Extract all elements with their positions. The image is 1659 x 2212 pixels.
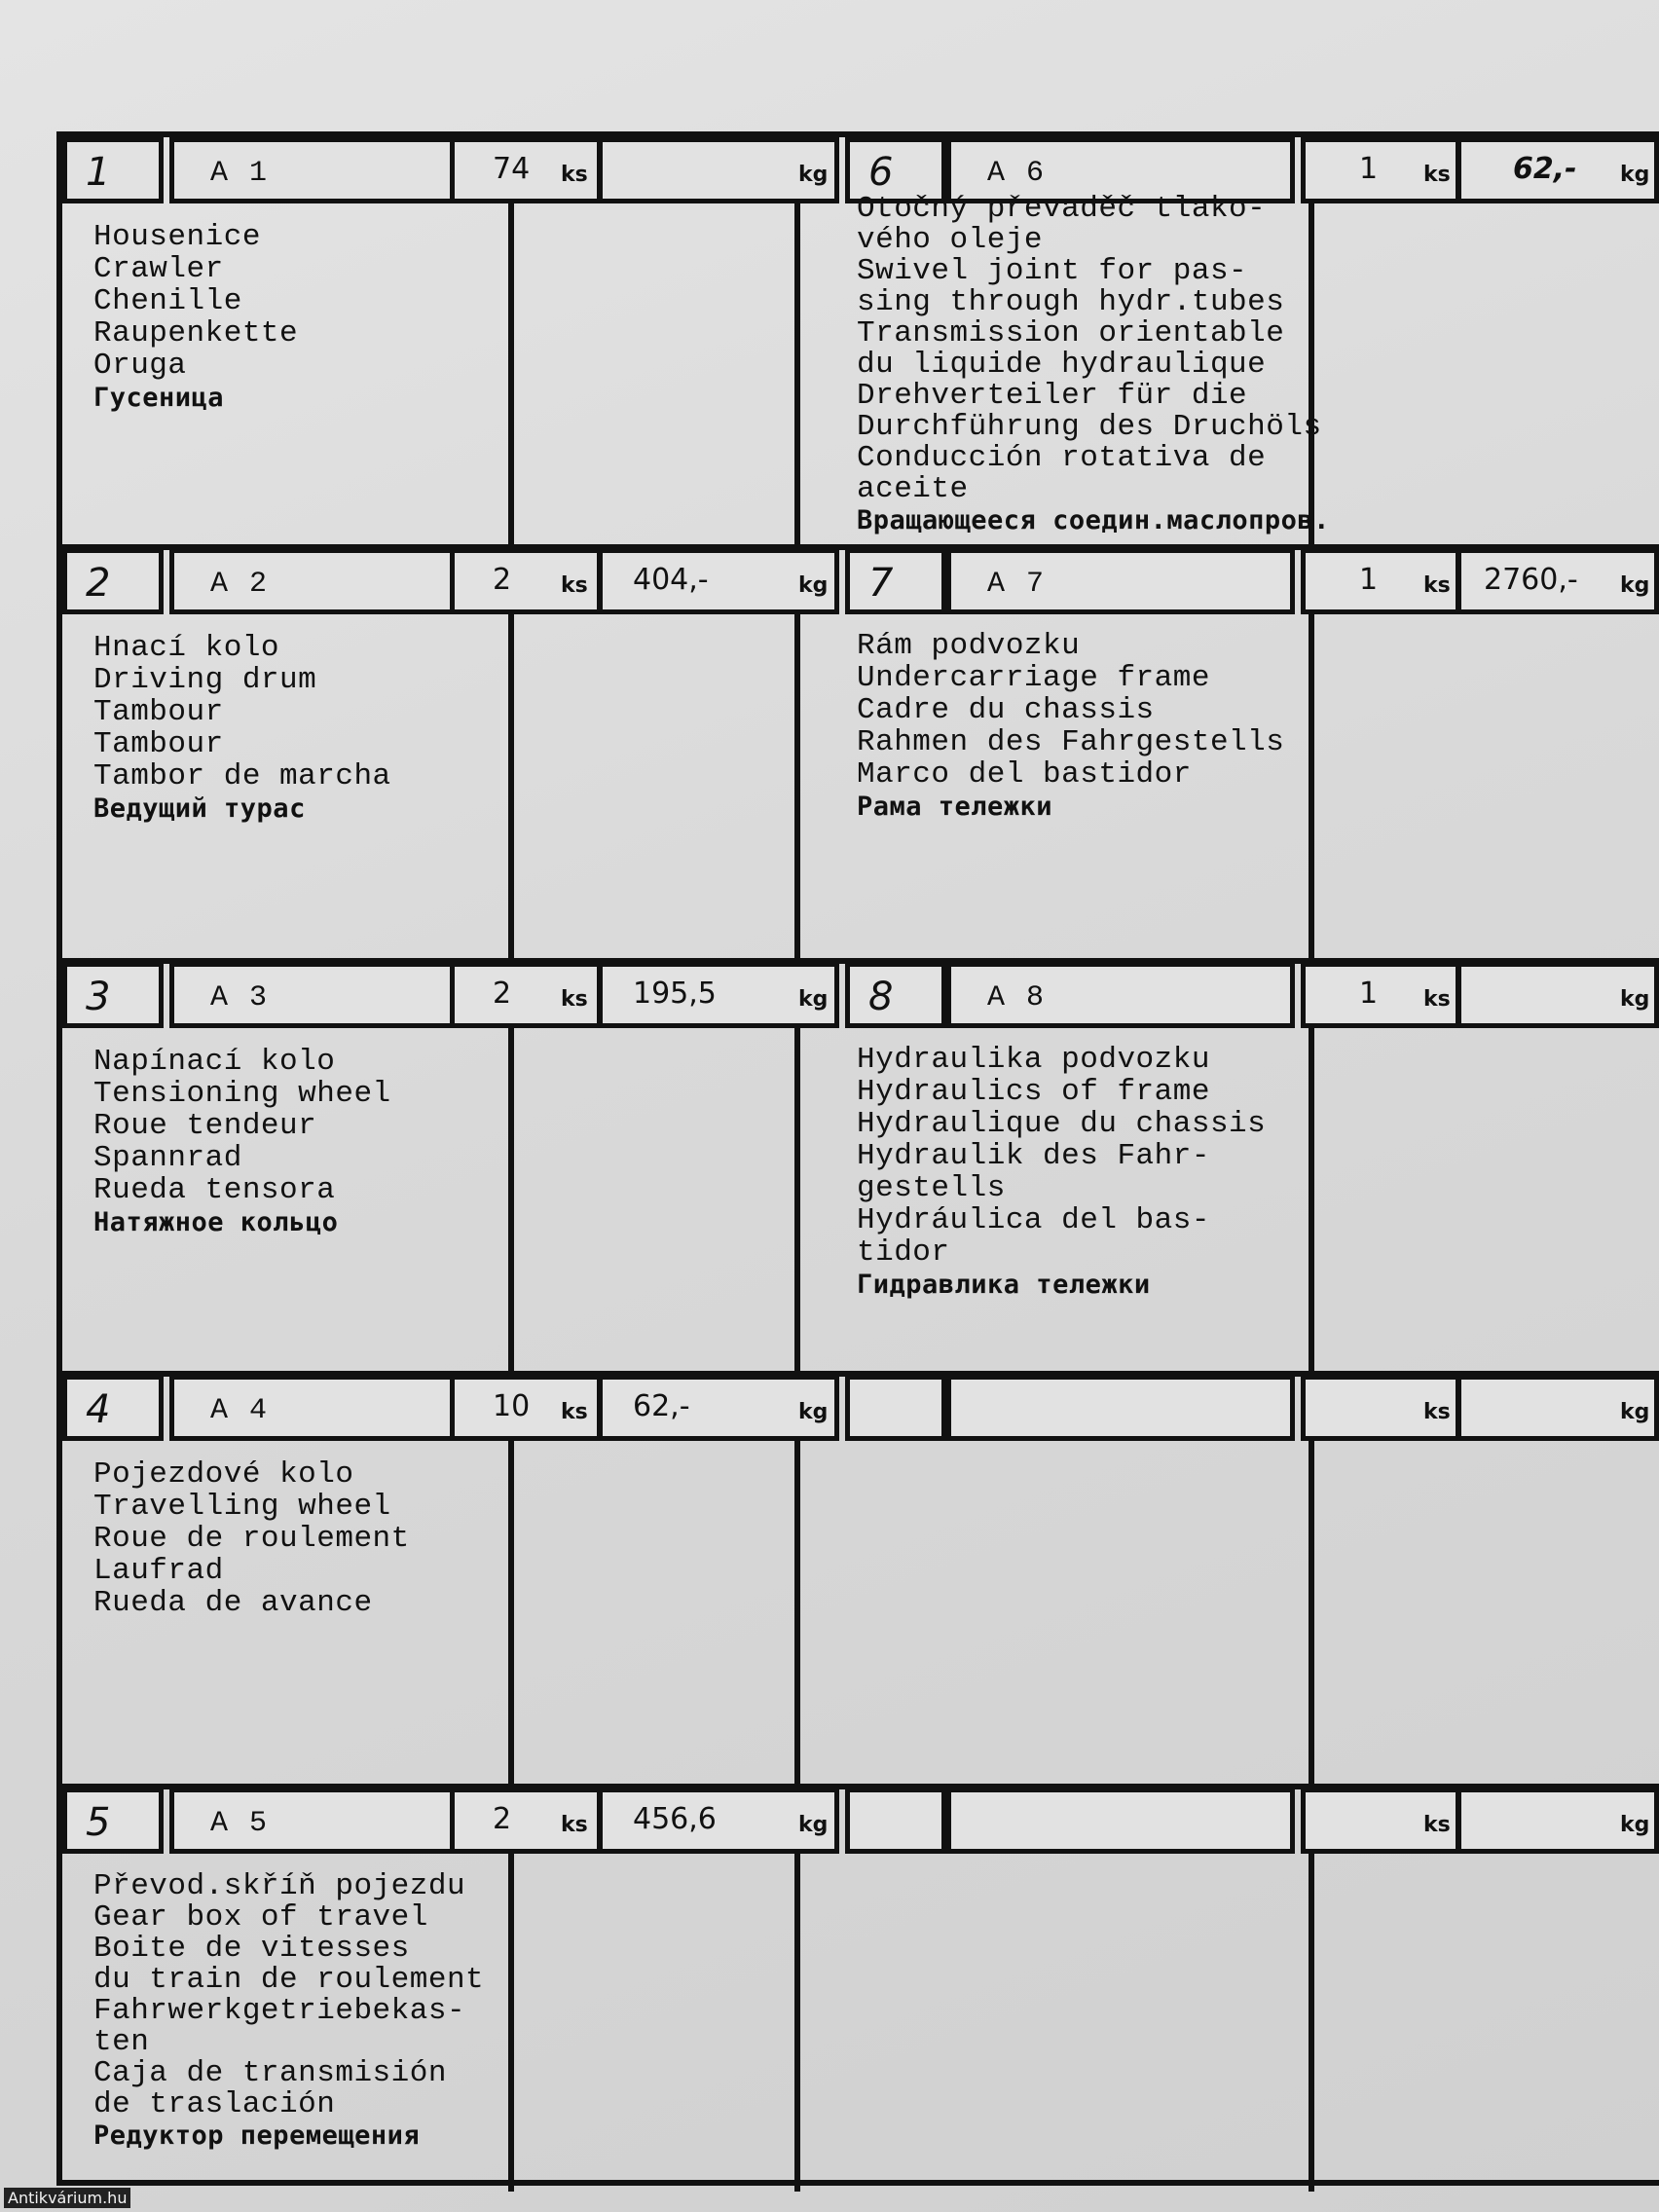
watermark: Antikvárium.hu [4, 2188, 130, 2208]
cell-6-description-line: aceite [857, 472, 969, 506]
grid-vline [508, 137, 514, 2192]
cell-3-quantity: 2 [493, 977, 512, 1011]
cell-1-number: 1 [86, 150, 111, 195]
cell-4-weight: 62,- [633, 1389, 690, 1423]
cell-2-code: A 2 [210, 568, 270, 601]
cell-4-description-line: Laufrad [93, 1554, 224, 1588]
cell-5-description-line: Převod.skříň pojezdu [93, 1869, 466, 1903]
cell-8-code: A 8 [987, 981, 1047, 1014]
cell-8-description-russian: Гидравлика тележки [857, 1270, 1151, 1300]
cell-8-description-line: Hydraulik des Fahr- [857, 1139, 1210, 1173]
cell-5-description-line: Fahrwerkgetriebekas- [93, 1994, 466, 2028]
cell-4-code: A 4 [210, 1394, 270, 1427]
cell-10-quantity-unit: ks [1423, 1813, 1451, 1837]
cell-2-weight: 404,- [633, 563, 709, 597]
cell-4-weight-unit: kg [798, 1400, 829, 1424]
cell-6-quantity: 1 [1359, 152, 1379, 186]
cell-6-description [857, 194, 1330, 536]
cell-5-description-line: ten [93, 2025, 150, 2059]
cell-7-description [857, 630, 1284, 823]
cell-6-description-line: du liquide hydraulique [857, 348, 1267, 382]
cell-6-number: 6 [868, 150, 894, 195]
cell-6-description-line: Durchführung des Druchöls [857, 410, 1322, 444]
cell-7-weight-unit: kg [1620, 573, 1650, 598]
cell-5-quantity-unit: ks [561, 1813, 588, 1837]
cell-7-code: A 7 [987, 568, 1047, 601]
cell-8-description [857, 1044, 1266, 1301]
cell-5-description-russian: Редуктор перемещения [93, 2120, 421, 2151]
cell-4-description [93, 1458, 410, 1619]
cell-5-description-line: Caja de transmisión [93, 2056, 447, 2090]
cell-5-description-line: Boite de vitesses [93, 1932, 410, 1966]
cell-7-number: 7 [868, 561, 894, 606]
cell-2-description-russian: Ведущий турас [93, 793, 306, 824]
cell-5-number-box [62, 1788, 164, 1854]
cell-2-description-line: Driving drum [93, 663, 317, 697]
cell-4-number-box [62, 1375, 164, 1441]
cell-3-description-line: Roue tendeur [93, 1109, 317, 1143]
cell-1-quantity-unit: ks [561, 163, 588, 187]
cell-6-description-line: Otočný převaděč tlako- [857, 192, 1267, 226]
cell-3-description-line: Napínací kolo [93, 1045, 336, 1079]
cell-2-description-line: Hnací kolo [93, 631, 280, 665]
cell-5-description-line: Gear box of travel [93, 1900, 428, 1935]
cell-4-description-line: Pojezdové kolo [93, 1457, 354, 1492]
cell-4-description-line: Travelling wheel [93, 1490, 391, 1524]
cell-5-description-line: du train de roulement [93, 1963, 485, 1997]
cell-7-quantity: 1 [1359, 563, 1379, 597]
cell-3-code: A 3 [210, 981, 270, 1014]
cell-7-description-line: Rahmen des Fahrgestells [857, 725, 1285, 759]
cell-2-description-line: Tambour [93, 695, 224, 729]
cell-6-description-russian: Вращающееся соедин.маслопров. [857, 505, 1330, 535]
cell-7-description-line: Undercarriage frame [857, 661, 1210, 695]
cell-1-weight-unit: kg [798, 163, 829, 187]
cell-8-description-line: Hydráulica del bas- [857, 1203, 1210, 1237]
cell-9-quantity-unit: ks [1423, 1400, 1451, 1424]
cell-4-quantity: 10 [493, 1389, 531, 1423]
cell-4-description-line: Rueda de avance [93, 1586, 373, 1620]
cell-1-number-box [62, 137, 164, 203]
cell-1-code: A 1 [210, 157, 270, 190]
cell-4-number: 4 [86, 1387, 111, 1432]
cell-3-number-box [62, 962, 164, 1028]
cell-8-description-line: Hydraulics of frame [857, 1075, 1210, 1109]
cell-1-description-line: Housenice [93, 220, 261, 254]
cell-3-weight-unit: kg [798, 987, 829, 1012]
cell-2-weight-unit: kg [798, 573, 829, 598]
cell-6-code: A 6 [987, 157, 1047, 190]
cell-4-quantity-unit: ks [561, 1400, 588, 1424]
cell-3-description-line: Rueda tensora [93, 1173, 336, 1207]
cell-1-description-line: Raupenkette [93, 316, 299, 350]
cell-6-description-line: Swivel joint for pas- [857, 254, 1248, 288]
cell-8-number: 8 [868, 975, 894, 1019]
cell-1-quantity: 74 [493, 152, 531, 186]
cell-3-weight: 195,5 [633, 977, 717, 1011]
cell-9-number-box [845, 1375, 946, 1441]
cell-2-number-box [62, 548, 164, 614]
cell-7-description-line: Cadre du chassis [857, 693, 1155, 727]
cell-3-description [93, 1046, 391, 1238]
cell-3-description-russian: Натяжное кольцо [93, 1207, 339, 1237]
cell-2-quantity: 2 [493, 563, 512, 597]
cell-6-quantity-unit: ks [1423, 163, 1451, 187]
cell-8-number-box [845, 962, 946, 1028]
cell-9-code-box [946, 1375, 1295, 1441]
cell-1-description-line: Crawler [93, 252, 224, 286]
cell-3-description-line: Tensioning wheel [93, 1077, 391, 1111]
cell-7-weight: 2760,- [1484, 563, 1578, 597]
cell-1-description-line: Chenille [93, 284, 242, 318]
cell-5-weight: 456,6 [633, 1802, 717, 1836]
grid-vline [794, 137, 800, 2192]
cell-7-description-russian: Рама тележки [857, 792, 1053, 822]
cell-2-number: 2 [86, 561, 111, 606]
cell-5-code: A 5 [210, 1807, 270, 1840]
cell-7-number-box [845, 548, 946, 614]
cell-7-quantity-unit: ks [1423, 573, 1451, 598]
cell-3-description-line: Spannrad [93, 1141, 242, 1175]
cell-2-description-line: Tambour [93, 727, 224, 761]
cell-6-description-line: vého oleje [857, 223, 1044, 257]
cell-8-description-line: Hydraulique du chassis [857, 1107, 1267, 1141]
cell-3-number: 3 [86, 975, 111, 1019]
cell-6-weight: 62,- [1513, 152, 1577, 186]
cell-1-description [93, 221, 298, 414]
cell-10-weight-unit: kg [1620, 1813, 1650, 1837]
cell-5-description-line: de traslación [93, 2087, 336, 2121]
cell-7-description-line: Marco del bastidor [857, 757, 1192, 792]
cell-5-description [93, 1871, 484, 2152]
cell-10-code-box [946, 1788, 1295, 1854]
cell-5-quantity: 2 [493, 1802, 512, 1836]
cell-1-description-russian: Гусеница [93, 383, 225, 413]
cell-6-description-line: Conducción rotativa de [857, 441, 1267, 475]
cell-3-quantity-unit: ks [561, 987, 588, 1012]
cell-8-quantity-unit: ks [1423, 987, 1451, 1012]
cell-6-description-line: Drehverteiler für die [857, 379, 1248, 413]
cell-5-weight-unit: kg [798, 1813, 829, 1837]
cell-8-weight-unit: kg [1620, 987, 1650, 1012]
cell-2-description [93, 632, 391, 825]
cell-7-description-line: Rám podvozku [857, 629, 1081, 663]
cell-8-description-line: gestells [857, 1171, 1006, 1205]
cell-10-number-box [845, 1788, 946, 1854]
cell-8-description-line: Hydraulika podvozku [857, 1043, 1210, 1077]
cell-1-description-line: Oruga [93, 349, 187, 383]
cell-2-description-line: Tambor de marcha [93, 759, 391, 793]
cell-4-description-line: Roue de roulement [93, 1522, 410, 1556]
cell-6-description-line: Transmission orientable [857, 316, 1285, 350]
cell-9-weight-unit: kg [1620, 1400, 1650, 1424]
cell-5-number: 5 [86, 1800, 111, 1845]
cell-6-weight-unit: kg [1620, 163, 1650, 187]
cell-8-quantity: 1 [1359, 977, 1379, 1011]
cell-8-description-line: tidor [857, 1235, 950, 1270]
cell-2-quantity-unit: ks [561, 573, 588, 598]
cell-6-description-line: sing through hydr.tubes [857, 285, 1285, 319]
